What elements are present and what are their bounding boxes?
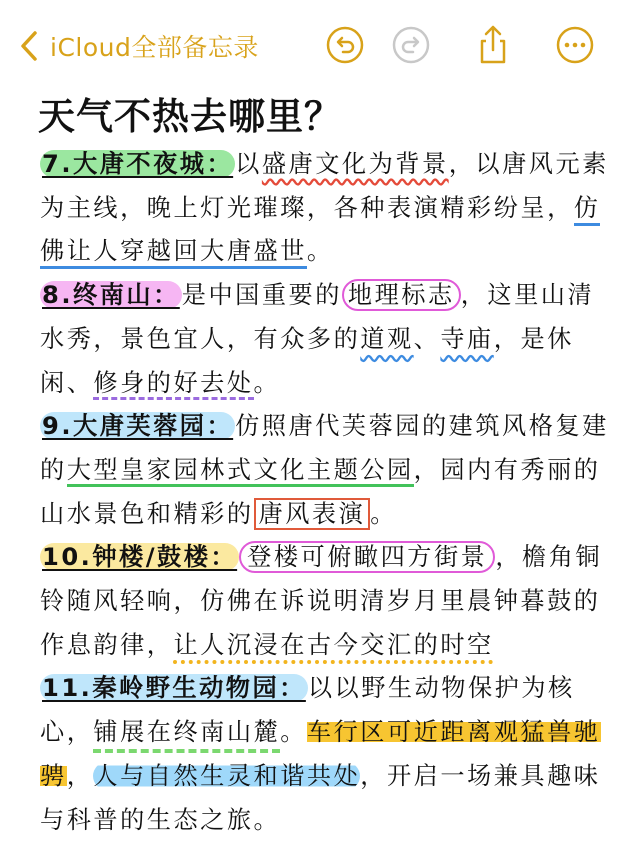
annotated-text: 铺展在终南山麓 bbox=[93, 718, 281, 747]
paragraph-text: 仿照唐代芙蓉园的建筑风格复建的 bbox=[40, 412, 609, 484]
annotated-text: 大型皇家园林式文化主题公园 bbox=[67, 456, 414, 487]
paragraph-heading: 8.终南山： bbox=[42, 281, 180, 310]
note-title: 天气不热去哪里？ bbox=[38, 95, 342, 138]
more-button[interactable] bbox=[554, 24, 596, 66]
share-icon bbox=[472, 24, 514, 66]
paragraph-text: 。 bbox=[370, 499, 397, 528]
annotated-text: 登楼可俯瞰四方街景 bbox=[239, 541, 495, 573]
navigation-bar bbox=[0, 0, 640, 92]
annotated-text: 寺庙 bbox=[440, 324, 494, 353]
paragraph-text: 以 bbox=[235, 150, 262, 178]
redo-button[interactable] bbox=[390, 24, 432, 66]
paragraph-text: ，檐角铜铃随风轻响，仿佛在诉说明清岁月里晨钟暮鼓的作息韵律， bbox=[40, 543, 603, 659]
annotated-text: 唐风表演 bbox=[254, 498, 371, 530]
paragraph-text: ，这里山清水秀，景色宜人，有众多的 bbox=[40, 281, 595, 353]
paragraph-text: ，是休闲、 bbox=[40, 324, 574, 397]
annotated-text: 修身的好去处 bbox=[93, 369, 253, 400]
note-paragraph-8 bbox=[40, 274, 612, 405]
paragraph-heading: 9.大唐芙蓉园： bbox=[42, 412, 234, 441]
undo-button[interactable] bbox=[324, 24, 366, 66]
annotated-text: 让人沉浸在古今交汇的时空 bbox=[173, 630, 494, 659]
annotated-text: 车行区可近距离观猛兽驰骋 bbox=[40, 718, 601, 790]
share-button[interactable] bbox=[472, 24, 514, 66]
paragraph-heading: 7.大唐不夜城： bbox=[42, 150, 234, 178]
paragraph-text: ， bbox=[66, 761, 94, 790]
back-button[interactable] bbox=[18, 26, 259, 66]
note-paragraph-11 bbox=[40, 667, 612, 842]
annotated-text: 盛唐文化为背景 bbox=[261, 150, 449, 178]
more-icon bbox=[554, 24, 596, 66]
paragraph-heading: 10.钟楼/鼓楼： bbox=[42, 543, 238, 572]
paragraph-text: 。 bbox=[253, 368, 281, 397]
paragraph-text: 是中国重要的 bbox=[181, 281, 342, 310]
paragraph-text: 。 bbox=[306, 237, 334, 266]
paragraph-text: ，以唐风元素为主线，晚上灯光璀璨，各种表演精彩纷呈， bbox=[40, 150, 609, 222]
paragraph-text: 、 bbox=[413, 324, 441, 353]
paragraph-text: ，开启一场兼具趣味与科普的生态之旅。 bbox=[40, 761, 601, 834]
annotated-text: 道观 bbox=[360, 324, 414, 353]
annotated-text: 地理标志 bbox=[342, 279, 461, 311]
back-label: iCloud全部备忘录 bbox=[50, 33, 259, 62]
chevron-left-icon bbox=[18, 29, 40, 63]
paragraph-heading: 11.秦岭野生动物园： bbox=[42, 674, 306, 703]
note-paragraph-9 bbox=[40, 405, 612, 536]
note-paragraph-10 bbox=[40, 536, 612, 667]
annotated-text: 人与自然生灵和谐共处 bbox=[93, 761, 361, 790]
paragraph-text: 以以野生动物保护为核心， bbox=[40, 674, 575, 747]
paragraph-text: ，园内有秀丽的山水景色和精彩的 bbox=[40, 455, 601, 528]
undo-icon bbox=[324, 24, 366, 66]
paragraph-text: 。 bbox=[280, 718, 307, 747]
note-body[interactable] bbox=[40, 143, 612, 842]
note-paragraph-7 bbox=[40, 143, 612, 274]
annotated-text: 仿佛让人穿越回大唐盛世 bbox=[40, 194, 600, 270]
redo-icon bbox=[390, 24, 432, 66]
